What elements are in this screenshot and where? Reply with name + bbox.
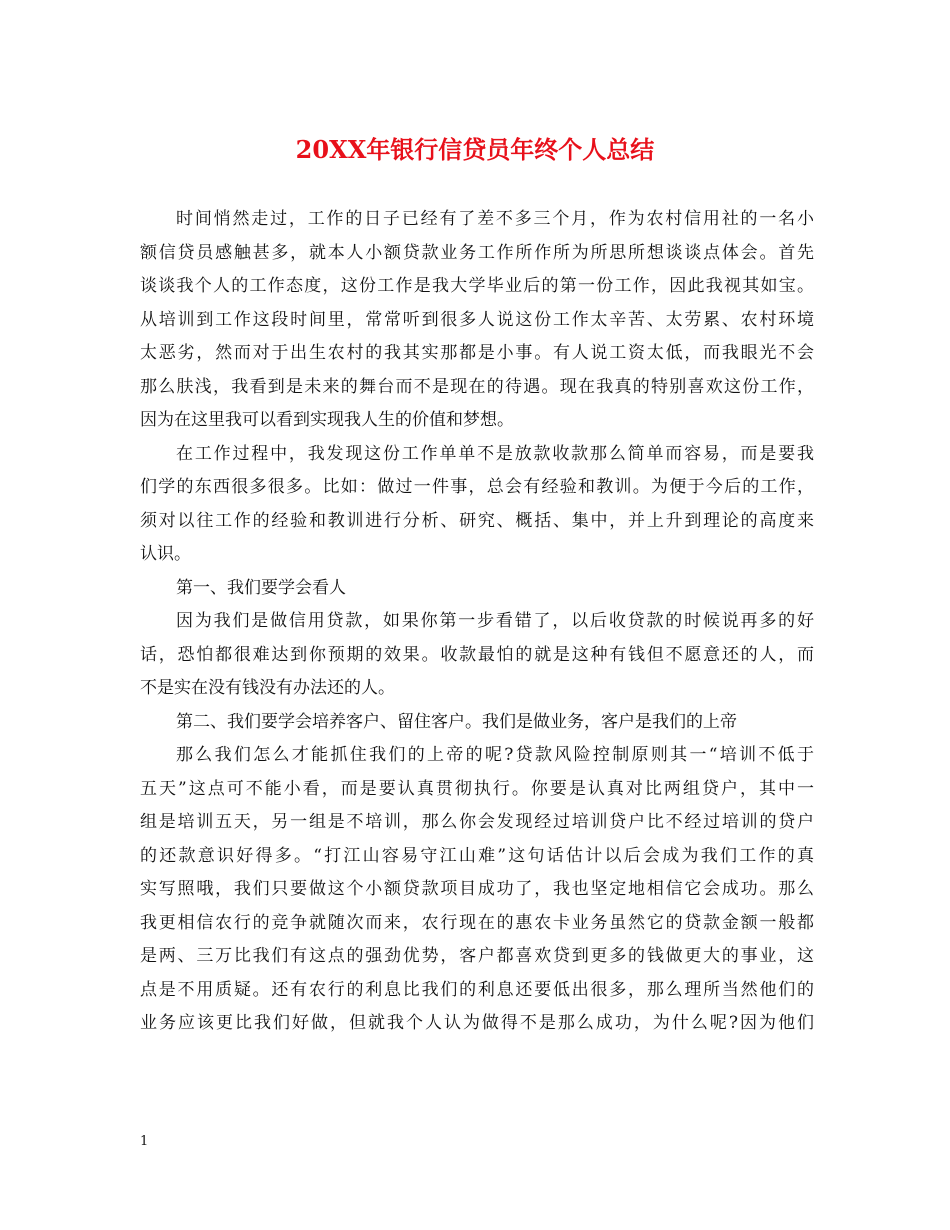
body-line: 第一、我们要学会看人 [176,577,346,598]
body-line: 在工作过程中，我发现这份工作单单不是放款收款那么简单而容易，而是要我 [176,443,814,464]
body-line: 们学的东西很多很多。比如：做过一件事，总会有经验和教训。为便于今后的工作， [140,477,814,497]
document-title: 20XX年银行信贷员年终个人总结 [295,135,655,164]
body-line: 五天”这点可不能小看，而是要认真贯彻执行。你要是认真对比两组贷户，其中一 [140,778,814,799]
body-line: 点是不用质疑。还有农行的利息比我们的利息还要低出很多，那么理所当然他们的 [140,979,814,1000]
body-line: 太恶劣，然而对于出生农村的我其实那都是小事。有人说工资太低，而我眼光不会 [140,343,814,363]
body-line: 谈谈我个人的工作态度，这份工作是我大学毕业后的第一份工作，因此我视其如宝。 [140,276,814,296]
body-line: 时间悄然走过，工作的日子已经有了差不多三个月，作为农村信用社的一名小 [176,209,814,229]
body-line: 不是实在没有钱没有办法还的人。 [140,678,395,698]
body-line: 那么肤浅，我看到是未来的舞台而不是现在的待遇。现在我真的特别喜欢这份工作， [140,376,814,397]
body-line: 组是培训五天，另一组是不培训，那么你会发现经过培训贷户比不经过培训的贷户 [140,812,814,832]
page-number: 1 [140,1134,149,1149]
body-line: 认识。 [140,544,191,564]
body-line: 因为我们是做信用贷款，如果你第一步看错了，以后收贷款的时候说再多的好 [176,611,814,631]
body-line: 是两、三万比我们有这点的强劲优势，客户都喜欢贷到更多的钱做更大的事业，这 [140,946,814,966]
body-line: 从培训到工作这段时间里，常常听到很多人说这份工作太辛苦、太劳累、农村环境 [140,309,814,330]
body-line: 业务应该更比我们好做，但就我个人认为做得不是那么成功，为什么呢?因为他们 [140,1013,814,1033]
body-line: 那么我们怎么才能抓住我们的上帝的呢?贷款风险控制原则其一“培训不低于 [176,745,814,765]
body-line: 第二、我们要学会培养客户、留住客户。我们是做业务，客户是我们的上帝 [176,711,737,732]
body-line: 实写照哦，我们只要做这个小额贷款项目成功了，我也坚定地相信它会成功。那么 [140,879,814,899]
body-line: 话，恐怕都很难达到你预期的效果。收款最怕的就是这种有钱但不愿意还的人，而 [140,644,814,665]
body-line: 我更相信农行的竞争就随次而来，农行现在的惠农卡业务虽然它的贷款金额一般都 [140,912,814,933]
body-line: 因为在这里我可以看到实现我人生的价值和梦想。 [140,410,514,430]
body-line: 额信贷员感触甚多，就本人小额贷款业务工作所作所为所思所想谈谈点体会。首先 [140,242,814,263]
body-line: 的还款意识好得多。“打江山容易守江山难”这句话估计以后会成为我们工作的真 [140,845,814,866]
body-line: 须对以往工作的经验和教训进行分析、研究、概括、集中，并上升到理论的高度来 [140,510,814,531]
document-body [140,203,814,1041]
